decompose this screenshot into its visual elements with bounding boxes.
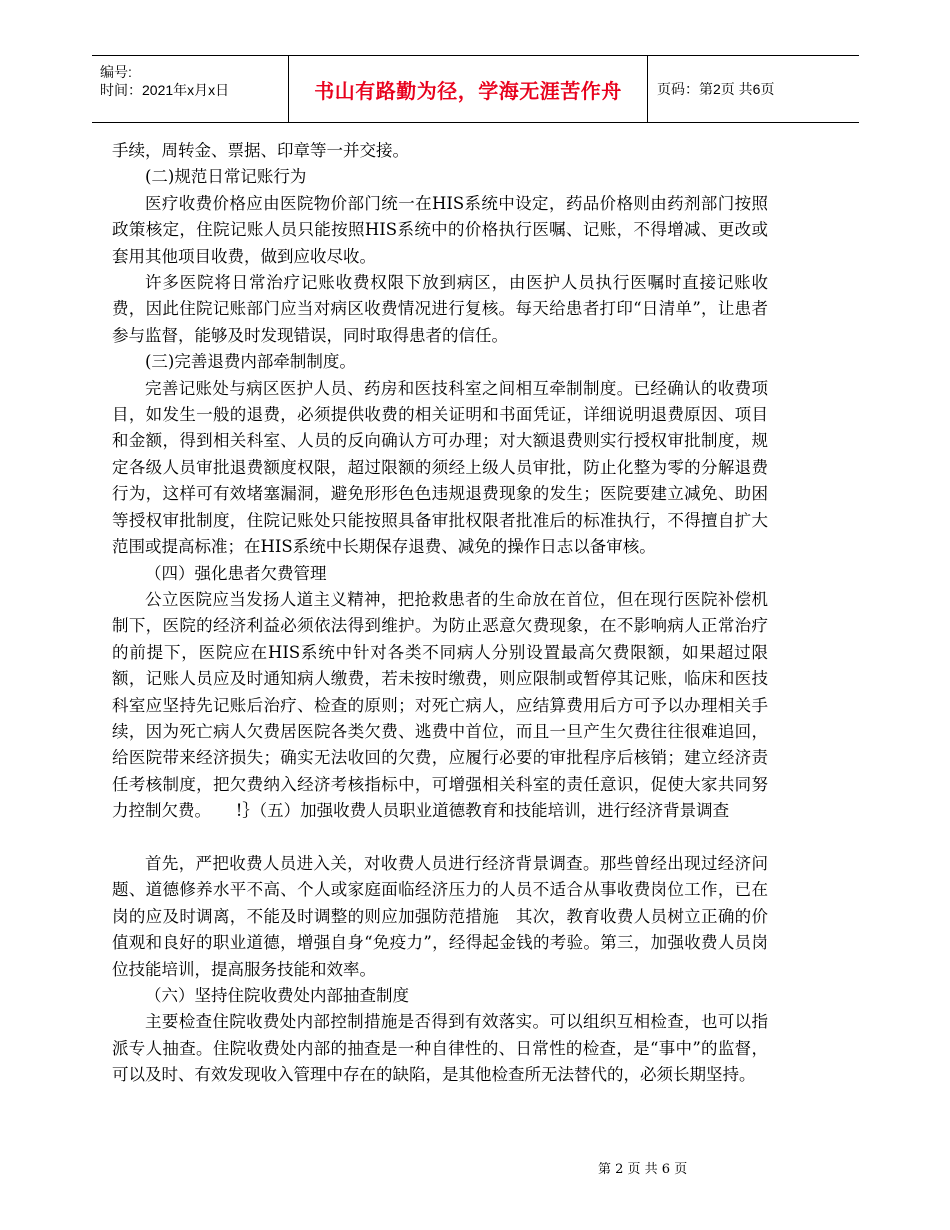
body-paragraph: 许多医院将日常治疗记账收费权限下放到病区，由医护人员执行医嘱时直接记账收费，因此住院记账部门应当对病区收费情况进行复核。每天给患者打印“日清单”，让患者参与监督，能够及时发现错误，同时取得患者的信任。 bbox=[112, 273, 768, 345]
header-info-cell bbox=[92, 56, 288, 122]
header-motto-cell bbox=[288, 56, 648, 122]
header-motto: 书山有路勤为径，学海无涯苦作舟 bbox=[314, 78, 622, 103]
body-paragraph: 公立医院应当发扬人道主义精神，把抢救患者的生命放在首位，但在现行医院补偿机制下，医院的经济利益必须依法得到维护。为防止恶意欠费现象，在不影响病人正常治疗的前提下，医院应在HIS系统中针对各类不同病人分别设置最高欠费限额，如果超过限额，记账人员应及时通知病人缴费，若未按时缴费，则应限制或暂停其记账，临床和医技科室应坚持先记账后治疗、检查的原则；对死亡病人，应结算费用后方可予以办理相关手续，因为死亡病人欠费居医院各类欠费、逃费中首位，而且一旦产生欠费往往很难追回，给医院带来经济损失；确实无法收回的欠费，应履行必要的审批程序后核销；建立经济责任考核制度，把欠费纳入经济考核指标中，可增强相关科室的责任意识，促使大家共同努力控制欠费。 !｝（五）加强收费人员职业道德教育和技能培训，进行经济背景调查 bbox=[112, 589, 768, 821]
document-number-label: 编号: bbox=[100, 64, 132, 80]
body-paragraph: 手续，周转金、票据、印章等一并交接。 bbox=[112, 141, 409, 160]
blank-line bbox=[112, 825, 768, 851]
header-page-info: 页码：第2页 共6页 bbox=[657, 81, 775, 97]
section-heading: （四）强化患者欠费管理 bbox=[145, 563, 327, 583]
body-paragraph: 首先，严把收费人员进入关，对收费人员进行经济背景调查。那些曾经出现过经济问题、道德修养水平不高、个人或家庭面临经济压力的人员不适合从事收费岗位工作，已在岗的应及时调离，不能及时调整的则应加强防范措施 其次，教育收费人员树立正确的价值观和良好的职业道德，增强自身“免疫力”，经得起金钱的考验。第三，加强收费人员岗位技能培训，提高服务技能和效率。 bbox=[112, 853, 768, 979]
document-body bbox=[112, 138, 768, 1089]
section-heading: (三)完善退费内部牵制制度。 bbox=[145, 352, 356, 372]
body-paragraph: 主要检查住院收费处内部控制措施是否得到有效落实。可以组织互相检查，也可以指派专人抽查。住院收费处内部的抽查是一种自律性的、日常性的检查，是“事中”的监督，可以及时、有效发现收入管理中存在的缺陷，是其他检查所无法替代的，必须长期坚持。 bbox=[112, 1012, 768, 1085]
page-header bbox=[92, 55, 859, 123]
body-paragraph: 医疗收费价格应由医院物价部门统一在HIS系统中设定，药品价格则由药剂部门按照政策核定，住院记账人员只能按照HIS系统中的价格执行医嘱、记账，不得增减、更改或套用其他项目收费，做到应收尽收。 bbox=[112, 193, 768, 266]
section-heading: (二)规范日常记账行为 bbox=[145, 167, 307, 187]
document-time-label: 时间：2021年x月x日 bbox=[100, 82, 230, 98]
section-heading: （六）坚持住院收费处内部抽查制度 bbox=[145, 986, 409, 1005]
body-paragraph: 完善记账处与病区医护人员、药房和医技科室之间相互牵制制度。已经确认的收费项目，如发生一般的退费，必须提供收费的相关证明和书面凭证，详细说明退费原因、项目和金额，得到相关科室、人员的反向确认方可办理；对大额退费则实行授权审批制度，规定各级人员审批退费额度权限，超过限额的须经上级人员审批，防止化整为零的分解退费行为，这样可有效堵塞漏洞，避免形形色色违规退费现象的发生；医院要建立减免、助困等授权审批制度，住院记账处只能按照具备审批权限者批准后的标准执行，不得擅自扩大范围或提高标准；在HIS系统中长期保存退费、减免的操作日志以备审核。 bbox=[112, 378, 768, 557]
page-footer: 第 2 页 共 6 页 bbox=[598, 1162, 688, 1177]
